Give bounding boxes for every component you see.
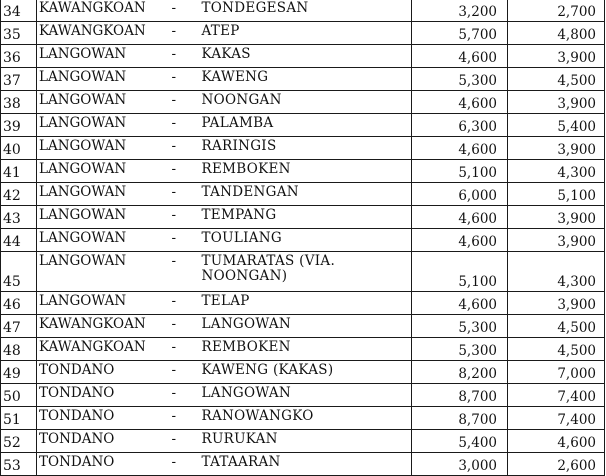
row-number: 49 (1, 361, 37, 384)
destination-name: TATAARAN (201, 454, 281, 470)
route-separator: - (171, 69, 177, 85)
fare-discount: 5,100 (508, 183, 605, 206)
table-row (1, 183, 605, 206)
row-number: 37 (1, 68, 37, 91)
row-number: 52 (1, 430, 37, 453)
destination-name: TOULIANG (201, 230, 282, 246)
fare-discount: 3,900 (508, 45, 605, 68)
origin-cell: KAWANGKOAN (37, 338, 172, 361)
table-row (1, 407, 605, 430)
destination-cell (172, 453, 412, 476)
destination-name: REMBOKEN (201, 161, 291, 177)
fare-discount: 7,000 (508, 361, 605, 384)
row-number: 36 (1, 45, 37, 68)
origin-cell: TONDANO (37, 430, 172, 453)
route-separator: - (171, 253, 177, 269)
fare-discount: 4,800 (508, 22, 605, 45)
table-row (1, 45, 605, 68)
route-separator: - (171, 230, 177, 246)
route-separator: - (171, 362, 177, 378)
route-separator: - (171, 385, 177, 401)
destination-cell (172, 315, 412, 338)
origin-cell: KAWANGKOAN (37, 315, 172, 338)
fare-general: 5,300 (412, 68, 508, 91)
fare-discount: 3,900 (508, 206, 605, 229)
route-separator: - (171, 431, 177, 447)
fare-general: 4,600 (412, 206, 508, 229)
route-separator: - (171, 184, 177, 200)
fare-discount: 3,900 (508, 137, 605, 160)
destination-name: TELAP (201, 293, 250, 309)
route-separator: - (171, 115, 177, 131)
row-number: 48 (1, 338, 37, 361)
destination-name: NOONGAN (201, 92, 282, 108)
fare-general: 4,600 (412, 229, 508, 252)
route-separator: - (171, 207, 177, 223)
origin-cell: TONDANO (37, 384, 172, 407)
fare-general: 4,600 (412, 45, 508, 68)
fare-general: 8,200 (412, 361, 508, 384)
fare-general: 5,100 (412, 252, 508, 292)
table-row (1, 137, 605, 160)
destination-name: KAWENG (KAKAS) (201, 362, 334, 378)
fare-general: 3,000 (412, 453, 508, 476)
row-number: 43 (1, 206, 37, 229)
destination-name: KAWENG (201, 69, 269, 85)
destination-cell (172, 160, 412, 183)
row-number: 51 (1, 407, 37, 430)
route-separator: - (171, 293, 177, 309)
fare-discount: 4,500 (508, 315, 605, 338)
destination-name: LANGOWAN (201, 385, 292, 401)
destination-cell (172, 361, 412, 384)
origin-cell: LANGOWAN (37, 114, 172, 137)
table-row (1, 0, 605, 22)
origin-cell: LANGOWAN (37, 160, 172, 183)
fare-discount: 5,400 (508, 114, 605, 137)
fare-general: 6,000 (412, 183, 508, 206)
fare-discount: 4,500 (508, 338, 605, 361)
destination-cell (172, 229, 412, 252)
destination-cell (172, 430, 412, 453)
table-row (1, 292, 605, 315)
fare-discount: 4,600 (508, 430, 605, 453)
fare-discount: 2,600 (508, 453, 605, 476)
fare-general: 8,700 (412, 407, 508, 430)
destination-name: LANGOWAN (201, 316, 292, 332)
fare-discount: 4,300 (508, 252, 605, 292)
table-row (1, 430, 605, 453)
route-separator: - (171, 23, 177, 39)
destination-cell (172, 407, 412, 430)
origin-cell: KAWANGKOAN (37, 22, 172, 45)
destination-name: TEMPANG (201, 207, 277, 223)
table-row (1, 338, 605, 361)
destination-name: RANOWANGKO (201, 408, 314, 424)
fare-discount: 3,900 (508, 91, 605, 114)
fare-discount: 3,900 (508, 292, 605, 315)
table-row (1, 453, 605, 476)
fare-general: 3,200 (412, 0, 508, 22)
destination-cell (172, 45, 412, 68)
destination-name: REMBOKEN (201, 339, 291, 355)
destination-cell (172, 114, 412, 137)
fare-discount: 7,400 (508, 384, 605, 407)
row-number: 41 (1, 160, 37, 183)
fare-discount: 7,400 (508, 407, 605, 430)
route-separator: - (171, 138, 177, 154)
table-row (1, 361, 605, 384)
row-number: 50 (1, 384, 37, 407)
origin-cell: KAWANGKOAN (37, 0, 172, 22)
route-separator: - (171, 92, 177, 108)
route-separator: - (171, 0, 177, 16)
destination-cell (172, 384, 412, 407)
origin-cell: LANGOWAN (37, 252, 172, 292)
destination-name: KAKAS (201, 46, 251, 62)
table-row (1, 160, 605, 183)
origin-cell: TONDANO (37, 361, 172, 384)
row-number: 39 (1, 114, 37, 137)
destination-name: ATEP (201, 23, 240, 39)
destination-cell (172, 206, 412, 229)
origin-cell: LANGOWAN (37, 229, 172, 252)
origin-cell: LANGOWAN (37, 137, 172, 160)
row-number: 34 (1, 0, 37, 22)
fare-general: 5,100 (412, 160, 508, 183)
origin-cell: LANGOWAN (37, 91, 172, 114)
fare-discount: 3,900 (508, 229, 605, 252)
route-separator: - (171, 316, 177, 332)
fare-general: 5,400 (412, 430, 508, 453)
row-number: 42 (1, 183, 37, 206)
origin-cell: TONDANO (37, 407, 172, 430)
route-separator: - (171, 454, 177, 470)
origin-cell: LANGOWAN (37, 206, 172, 229)
destination-name: PALAMBA (201, 115, 274, 131)
table-row (1, 315, 605, 338)
destination-name: TONDEGESAN (201, 0, 309, 16)
row-number: 53 (1, 453, 37, 476)
destination-name: RARINGIS (201, 138, 277, 154)
destination-name: TUMARATAS (VIA. NOONGAN) (201, 253, 336, 284)
fare-general: 6,300 (412, 114, 508, 137)
origin-cell: LANGOWAN (37, 68, 172, 91)
destination-cell (172, 91, 412, 114)
table-row (1, 252, 605, 292)
row-number: 38 (1, 91, 37, 114)
origin-cell: LANGOWAN (37, 45, 172, 68)
destination-cell (172, 68, 412, 91)
table-row (1, 91, 605, 114)
fare-general: 4,600 (412, 292, 508, 315)
origin-cell: LANGOWAN (37, 292, 172, 315)
table-row (1, 68, 605, 91)
fare-general: 4,600 (412, 137, 508, 160)
fare-general: 8,700 (412, 384, 508, 407)
fare-discount: 4,300 (508, 160, 605, 183)
route-separator: - (171, 161, 177, 177)
row-number: 44 (1, 229, 37, 252)
fare-general: 5,700 (412, 22, 508, 45)
origin-cell: TONDANO (37, 453, 172, 476)
row-number: 46 (1, 292, 37, 315)
destination-cell (172, 252, 412, 292)
fare-table-body (1, 0, 605, 476)
row-number: 40 (1, 137, 37, 160)
route-separator: - (171, 46, 177, 62)
fare-general: 5,300 (412, 315, 508, 338)
row-number: 47 (1, 315, 37, 338)
destination-cell (172, 0, 412, 22)
table-row (1, 206, 605, 229)
row-number: 35 (1, 22, 37, 45)
destination-cell (172, 338, 412, 361)
destination-cell (172, 183, 412, 206)
fare-general: 5,300 (412, 338, 508, 361)
destination-name: RURUKAN (201, 431, 278, 447)
route-separator: - (171, 408, 177, 424)
row-number: 45 (1, 252, 37, 292)
fare-discount: 4,500 (508, 68, 605, 91)
fare-general: 4,600 (412, 91, 508, 114)
table-row (1, 22, 605, 45)
origin-cell: LANGOWAN (37, 183, 172, 206)
fare-discount: 2,700 (508, 0, 605, 22)
destination-cell (172, 292, 412, 315)
route-separator: - (171, 339, 177, 355)
destination-cell (172, 22, 412, 45)
destination-name: TANDENGAN (201, 184, 299, 200)
destination-cell (172, 137, 412, 160)
table-row (1, 384, 605, 407)
table-row (1, 229, 605, 252)
table-row (1, 114, 605, 137)
